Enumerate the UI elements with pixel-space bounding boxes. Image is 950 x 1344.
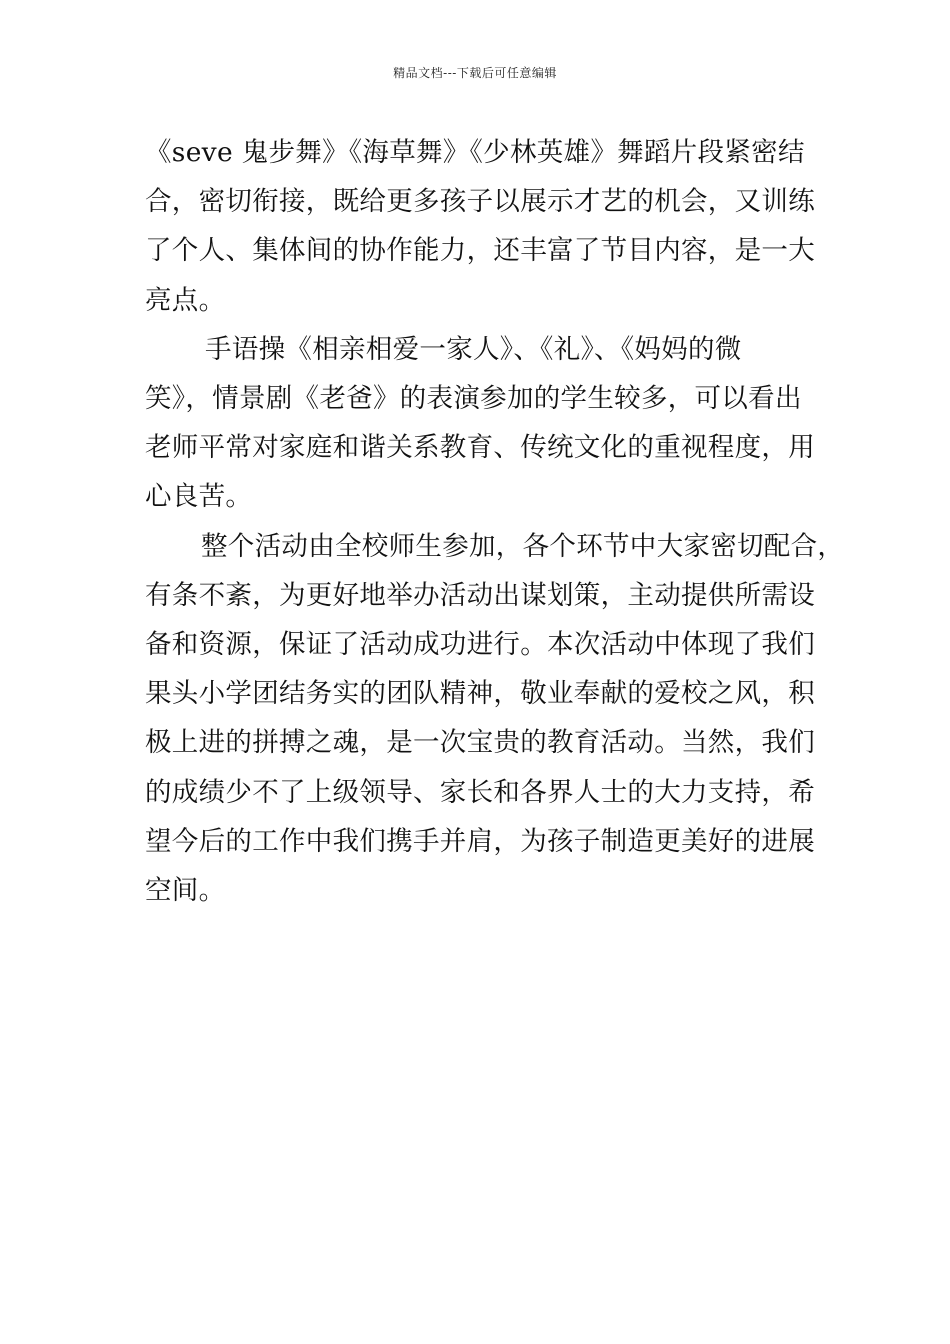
text-line: 整个活动由全校师生参加，各个环节中大家密切配合， bbox=[201, 530, 845, 562]
text-line: 有条不紊，为更好地举办活动出谋划策，主动提供所需设 bbox=[145, 579, 815, 611]
text-line: 老师平常对家庭和谐关系教育、传统文化的重视程度，用 bbox=[145, 432, 815, 464]
text-line: 了个人、集体间的协作能力，还丰富了节目内容，是一大 bbox=[145, 235, 815, 267]
paragraph-whole-activity-cont bbox=[145, 571, 813, 915]
document-body bbox=[145, 128, 845, 915]
paragraph-sign-language bbox=[145, 325, 813, 374]
paragraph-whole-activity bbox=[145, 522, 845, 571]
text-line: 心良苦。 bbox=[145, 481, 253, 513]
text-line: 果头小学团结务实的团队精神，敬业奉献的爱校之风，积 bbox=[145, 678, 815, 710]
text-line: 合，密切衔接，既给更多孩子以展示才艺的机会，又训练 bbox=[145, 186, 815, 218]
text-line: 笑》，情景剧《老爸》的表演参加的学生较多，可以看出 bbox=[145, 383, 802, 415]
text-line: 手语操《相亲相爱一家人》、《礼》、《妈妈的微 bbox=[205, 333, 742, 365]
text-line: 极上进的拼搏之魂，是一次宝贵的教育活动。当然，我们 bbox=[145, 727, 815, 759]
text-line: 《seve 鬼步舞》《海草舞》《少林英雄》舞蹈片段紧密结 bbox=[145, 137, 805, 168]
paragraph-sign-language-cont bbox=[145, 374, 813, 522]
text-line: 望今后的工作中我们携手并肩，为孩子制造更美好的进展 bbox=[145, 825, 815, 857]
text-line: 备和资源，保证了活动成功进行。本次活动中体现了我们 bbox=[145, 629, 815, 661]
paragraph-dance-segments bbox=[145, 128, 813, 325]
text-line: 的成绩少不了上级领导、家长和各界人士的大力支持，希 bbox=[145, 776, 815, 808]
text-line: 空间。 bbox=[145, 875, 226, 907]
page-header: 精品文档---下载后可任意编辑 bbox=[393, 66, 557, 80]
text-line: 亮点。 bbox=[145, 284, 226, 316]
